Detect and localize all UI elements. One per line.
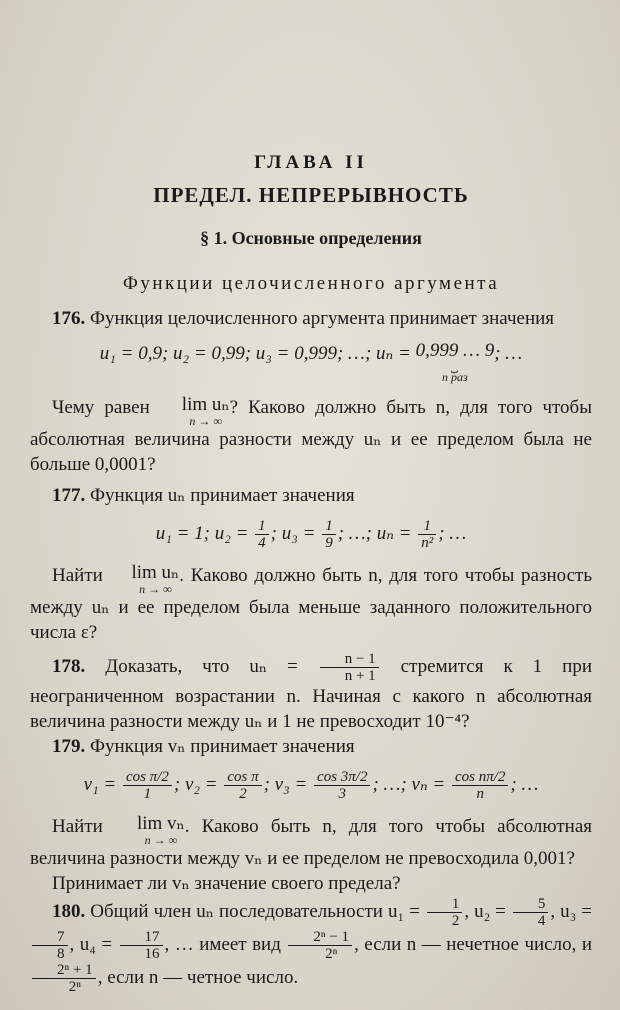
problem-text: , u₃ =: [550, 900, 592, 922]
denominator: 4: [537, 913, 546, 929]
limit: [109, 563, 179, 595]
denominator: 9: [325, 535, 333, 551]
problem-text: Функция целочисленного аргумента принимает значения: [90, 308, 555, 329]
limit-expr: lim vₙ: [136, 813, 185, 834]
formula-part: ; …: [438, 522, 467, 544]
fraction: [418, 518, 436, 551]
limit-expr: lim uₙ: [131, 562, 180, 583]
problem-text: , u₂ =: [464, 900, 511, 922]
fraction: [32, 962, 96, 995]
limit: [115, 814, 185, 846]
problem-text: , u₄ =: [69, 933, 118, 955]
numerator: 1: [255, 518, 269, 535]
problem-179: [30, 734, 592, 759]
fraction: [288, 929, 352, 962]
denominator: 4: [258, 535, 266, 551]
numerator: cos π/2: [123, 769, 172, 786]
formula-176: [30, 341, 592, 383]
fraction: [314, 769, 370, 802]
formula-part: ; …: [510, 773, 539, 795]
fraction: [255, 518, 269, 551]
problem-text: Функция vₙ принимает значения: [90, 736, 355, 757]
problem-text: Доказать, что uₙ =: [105, 655, 318, 677]
denominator: n²: [421, 535, 434, 551]
formula-part: ; v₃ =: [263, 773, 313, 795]
problem-number: 180.: [52, 900, 86, 922]
problem-number: 178.: [52, 655, 86, 677]
formula-part: ; …: [494, 343, 523, 364]
problem-text: Функция uₙ принимает значения: [90, 485, 355, 506]
numerator: n − 1: [320, 651, 379, 668]
problem-number: 177.: [52, 485, 86, 506]
limit-expr: lim uₙ: [181, 394, 230, 415]
fraction: [32, 929, 68, 962]
chapter-title: ПРЕДЕЛ. НЕПРЕРЫВНОСТЬ: [153, 183, 469, 207]
underbrace: [416, 341, 495, 383]
formula-177: [30, 518, 592, 551]
question-text: . Каково быть n, для того чтобы абсолютная величина разности между vₙ и ее пределом не превосходила 0,001?: [30, 816, 592, 869]
numerator: cos 3π/2: [314, 769, 370, 786]
question-179: [30, 814, 592, 871]
problem-text: , если n — четное число.: [97, 966, 299, 988]
fraction: [320, 651, 379, 684]
fraction: [427, 896, 463, 929]
numerator: cos π: [224, 769, 261, 786]
fraction: [123, 769, 172, 802]
numerator: 5: [513, 896, 549, 913]
problem-number: 179.: [52, 736, 86, 757]
problem-text: стремится к 1 при неограниченном возрастании n. Начиная с какого n абсолютная величина разности между uₙ и 1 не превосходит 10⁻⁴?: [30, 655, 592, 732]
brace-mark: ⏟: [451, 359, 459, 373]
problem-text: Общий член uₙ последовательности u₁ =: [90, 900, 425, 922]
problem-text: , … имеет вид: [164, 933, 287, 955]
limit-sub: n → ∞: [144, 833, 178, 847]
limit-sub: n → ∞: [139, 582, 172, 596]
denominator: 1: [143, 786, 152, 802]
formula-part: ; …; uₙ =: [337, 522, 417, 544]
formula-part: ; u₃ =: [270, 522, 321, 544]
denominator: 16: [144, 946, 160, 962]
limit-sub: n → ∞: [189, 414, 222, 428]
question-176: [30, 395, 592, 477]
fraction: [322, 518, 336, 551]
formula-part: ; …; vₙ =: [372, 773, 450, 795]
limit: [160, 395, 230, 427]
numerator: 2ⁿ + 1: [32, 962, 96, 979]
underbrace-label: n раз: [442, 370, 468, 384]
denominator: 2: [451, 913, 460, 929]
numerator: 2ⁿ − 1: [288, 929, 352, 946]
question-179b: Принимает ли vₙ значение своего предела?: [52, 873, 401, 894]
problem-177: [30, 483, 592, 508]
problem-176: [30, 306, 592, 331]
denominator: 2: [239, 786, 247, 802]
numerator: 17: [120, 929, 163, 946]
problem-178: [30, 651, 592, 734]
numerator: 1: [427, 896, 463, 913]
formula-part: u₁ = 0,9; u₂ = 0,99; u₃ = 0,999; …; uₙ =: [99, 343, 416, 364]
formula-part: u₁ = 1; u₂ =: [155, 522, 254, 544]
section-heading: § 1. Основные определения: [200, 228, 422, 248]
numerator: 1: [418, 518, 436, 535]
fraction: [452, 769, 508, 802]
numerator: 1: [322, 518, 336, 535]
fraction: [120, 929, 163, 962]
problem-text: , если n — нечетное число, и: [354, 933, 592, 955]
question-text: ? Каково должно быть n, для того чтобы абсолютная величина разности между uₙ и ее пределом была не больше 0,0001?: [30, 397, 592, 475]
question-177: [30, 563, 592, 645]
denominator: 2ⁿ: [325, 946, 338, 962]
numerator: cos nπ/2: [452, 769, 508, 786]
numerator: 7: [32, 929, 68, 946]
chapter-heading: ГЛАВА II: [254, 152, 368, 173]
formula-179: [30, 769, 592, 802]
underbrace-body: 0,999 … 9: [415, 340, 495, 361]
question-text: Чему равен: [52, 397, 160, 418]
fraction: [224, 769, 261, 802]
denominator: 3: [338, 786, 346, 802]
problem-180: [30, 896, 592, 995]
formula-part: v₁ =: [83, 773, 121, 795]
question-text: Найти: [52, 816, 115, 837]
question-text: . Каково должно быть n, для того чтобы разность между uₙ и ее пределом была меньше заданного положительного числа ε?: [30, 565, 592, 643]
denominator: n + 1: [344, 668, 376, 684]
denominator: 8: [57, 946, 65, 962]
problem-number: 176.: [52, 308, 86, 329]
denominator: n: [476, 786, 484, 802]
formula-part: ; v₂ =: [173, 773, 223, 795]
fraction: [513, 896, 549, 929]
subsection-heading: Функции целочисленного аргумента: [122, 273, 500, 294]
question-text: Найти: [52, 565, 110, 586]
denominator: 2ⁿ: [68, 979, 81, 995]
